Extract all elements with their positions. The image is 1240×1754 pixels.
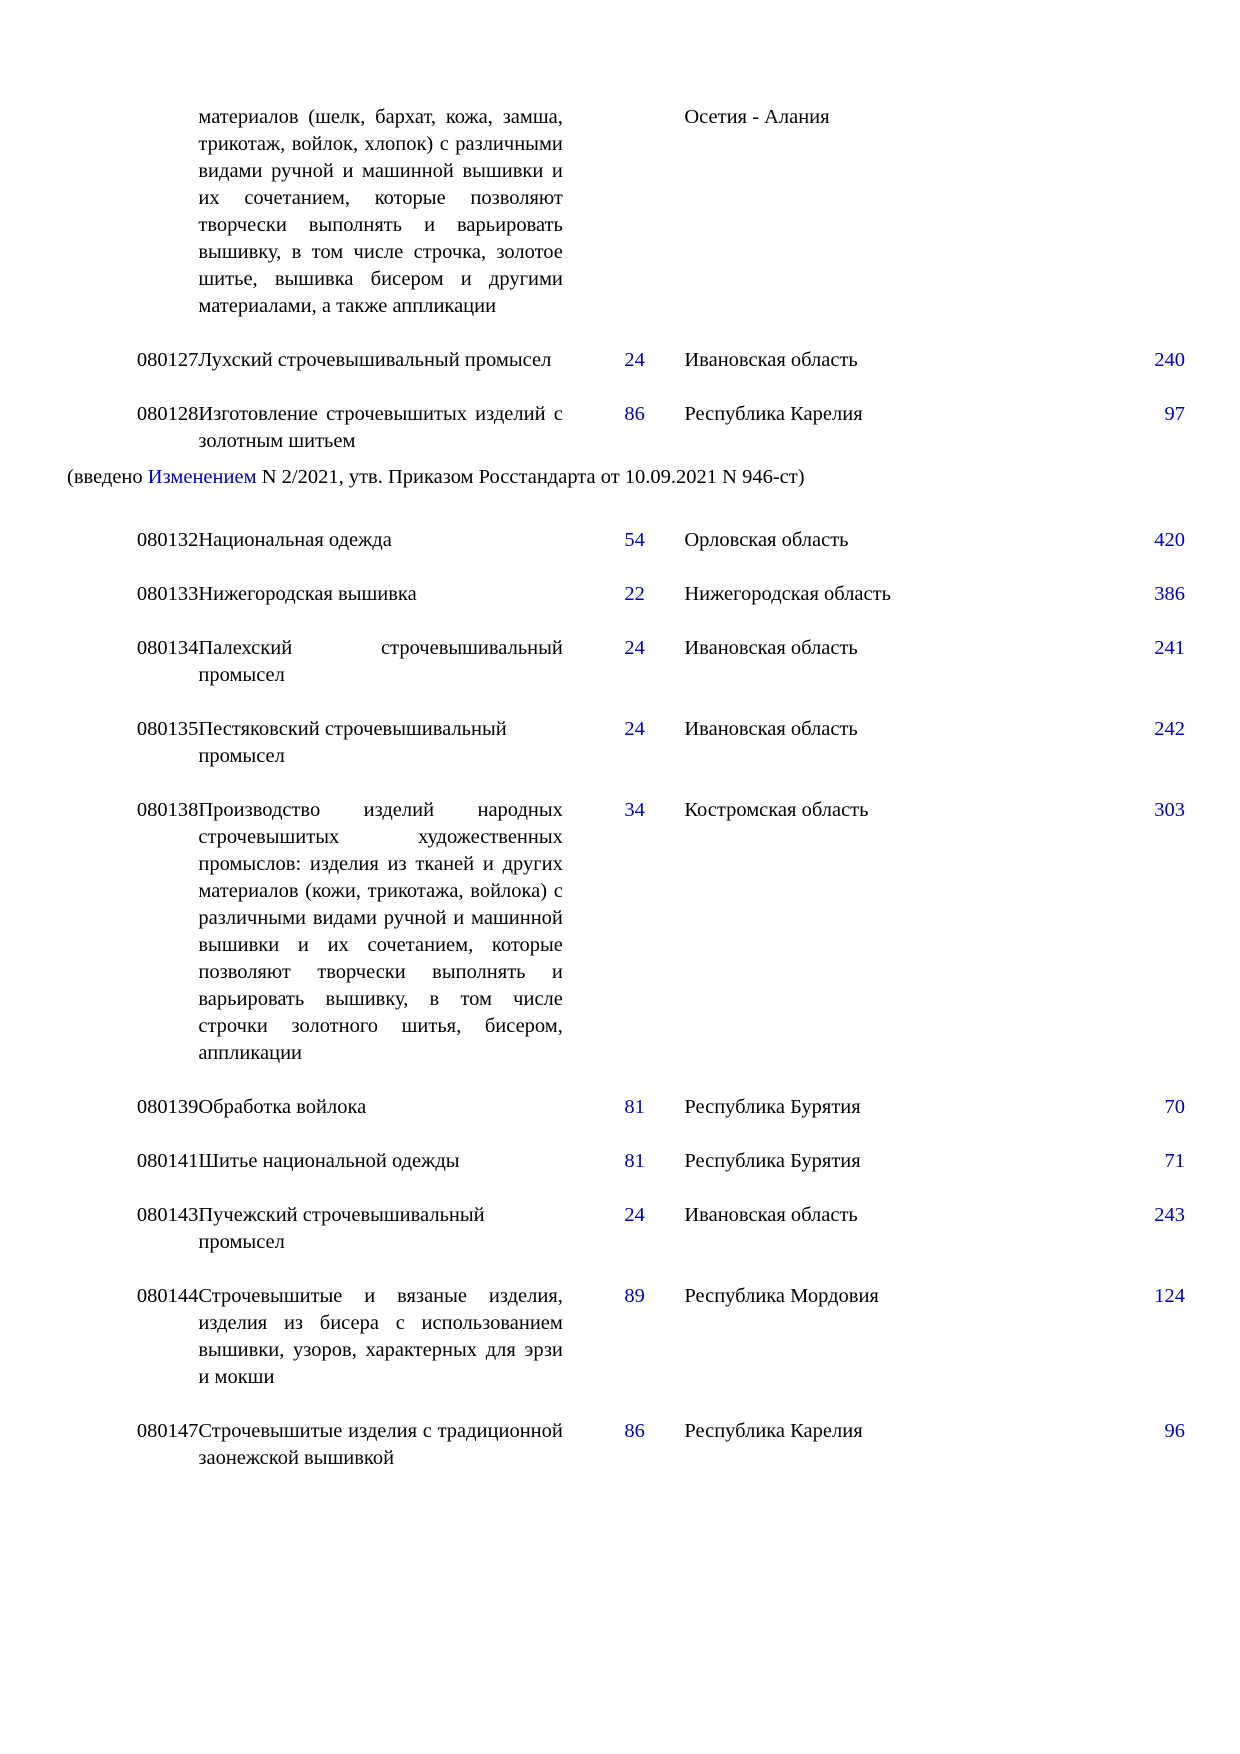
row-region-code: 24 (624, 718, 645, 740)
row-code: 080133 (136, 583, 199, 605)
table-row (55, 1094, 1185, 1121)
row-region: Нижегородская область (684, 583, 891, 605)
row-code: 080134 (136, 637, 199, 659)
row-region-code: 89 (624, 1285, 645, 1307)
row-gap (55, 320, 1185, 347)
spacer-cell (563, 1202, 585, 1256)
row-gap (55, 689, 1185, 716)
table-row (55, 797, 1185, 1067)
row-id: 243 (1154, 1204, 1185, 1226)
row-gap (55, 1391, 1185, 1418)
row-code: 080138 (136, 799, 199, 821)
row-id: 240 (1154, 349, 1185, 371)
row-code (55, 104, 198, 320)
row-code: 080144 (136, 1285, 199, 1307)
row-region: Орловская область (684, 529, 849, 551)
table-row (55, 716, 1185, 770)
row-gap (55, 1067, 1185, 1094)
row-name: Строчевышитые и вязаные изделия, изделия из бисера с использованием вышивки, узоров, характерных для эрзи и мокши (198, 1285, 563, 1388)
row-region-code: 34 (624, 799, 645, 821)
row-name: Строчевышитые изделия с традиционной заонежской вышивкой (198, 1420, 563, 1469)
row-name: Палехский строчевышивальный промысел (198, 637, 563, 686)
table-row (55, 347, 1185, 374)
table-row (55, 527, 1185, 554)
row-region: Республика Карелия (684, 403, 863, 425)
row-id: 71 (1164, 1150, 1185, 1172)
table-row (55, 635, 1185, 689)
row-gap (55, 1175, 1185, 1202)
row-name: Нижегородская вышивка (198, 583, 417, 605)
row-region: Осетия - Алания (684, 106, 830, 128)
row-gap (55, 770, 1185, 797)
row-code: 080132 (136, 529, 199, 551)
row-id: 420 (1154, 529, 1185, 551)
spacer-cell (563, 1418, 585, 1472)
table-row (55, 1202, 1185, 1256)
row-code: 080147 (136, 1420, 199, 1442)
row-name: Национальная одежда (198, 529, 392, 551)
row-gap (55, 1256, 1185, 1283)
classifier-table-continued (55, 500, 1185, 1472)
row-id (1049, 104, 1185, 320)
row-name: Производство изделий народных строчевышитых художественных промыслов: изделия из тканей и других материалов (кожи, трикотажа, войлока) с различными видами ручной и машинной вышивки и их сочетанием, которые позволяют творчески выполнять и варьировать вышивку, в том числе строчки золотного шитья, бисером, аппликации (198, 799, 563, 1064)
row-region-code: 81 (624, 1096, 645, 1118)
row-region: Республика Карелия (684, 1420, 863, 1442)
row-region: Ивановская область (684, 637, 858, 659)
table-row (55, 1283, 1185, 1391)
row-name: Шитье национальной одежды (198, 1150, 460, 1172)
row-region-code: 54 (624, 529, 645, 551)
row-region: Республика Мордовия (684, 1285, 879, 1307)
spacer-cell (563, 1094, 585, 1121)
classifier-table (55, 104, 1185, 455)
row-code: 080127 (136, 349, 199, 371)
row-name: Лухский строчевышивальный промысел (198, 349, 552, 371)
row-region: Ивановская область (684, 1204, 858, 1226)
row-id: 70 (1164, 1096, 1185, 1118)
row-region-code: 81 (624, 1150, 645, 1172)
amendment-note-prefix: (введено (67, 466, 148, 488)
row-name: Пучежский строчевышивальный промысел (198, 1204, 485, 1253)
row-region-code: 86 (624, 403, 645, 425)
row-code: 080139 (136, 1096, 199, 1118)
row-region: Республика Бурятия (684, 1150, 861, 1172)
spacer-cell (563, 104, 585, 320)
row-id: 242 (1154, 718, 1185, 740)
table-row (55, 1148, 1185, 1175)
row-gap (55, 608, 1185, 635)
row-region-code: 86 (624, 1420, 645, 1442)
row-region-code: 22 (624, 583, 645, 605)
row-gap (55, 374, 1185, 401)
row-id: 303 (1154, 799, 1185, 821)
row-gap (55, 554, 1185, 581)
row-region-code: 24 (624, 1204, 645, 1226)
row-region: Республика Бурятия (684, 1096, 861, 1118)
row-gap (55, 500, 1185, 527)
row-name: Изготовление строчевышитых изделий с золотным шитьем (198, 403, 563, 452)
row-region-code: 24 (624, 349, 645, 371)
spacer-cell (563, 797, 585, 1067)
row-id: 386 (1154, 583, 1185, 605)
row-id: 96 (1164, 1420, 1185, 1442)
table-row (55, 1418, 1185, 1472)
table-row (55, 401, 1185, 455)
amendment-note-suffix: N 2/2021, утв. Приказом Росстандарта от 10.09.2021 N 946-ст) (256, 466, 805, 488)
spacer-cell (563, 401, 585, 455)
row-id: 241 (1154, 637, 1185, 659)
amendment-link[interactable]: Изменением (147, 466, 257, 488)
row-gap (55, 1121, 1185, 1148)
row-region: Костромская область (684, 799, 869, 821)
spacer-cell (563, 1148, 585, 1175)
row-code: 080135 (136, 718, 199, 740)
row-region: Ивановская область (684, 349, 858, 371)
row-name: материалов (шелк, бархат, кожа, замша, трикотаж, войлок, хлопок) с различными видами ручной и машинной вышивки и их сочетанием, которые позволяют творчески выполнять и варьировать вышивку, в том числе строчка, золотое шитье, вышивка бисером и другими материалами, а также аппликации (198, 106, 563, 317)
row-id: 124 (1154, 1285, 1185, 1307)
table-row-continued (55, 104, 1185, 320)
amendment-note (55, 464, 1185, 491)
spacer-cell (563, 635, 585, 689)
row-code: 080141 (136, 1150, 199, 1172)
row-name: Пестяковский строчевышивальный промысел (198, 718, 507, 767)
row-region-code: 24 (624, 637, 645, 659)
row-id: 97 (1164, 403, 1185, 425)
row-code: 080128 (136, 403, 199, 425)
spacer-cell (563, 347, 585, 374)
row-region: Ивановская область (684, 718, 858, 740)
spacer-cell (563, 581, 585, 608)
row-code: 080143 (136, 1204, 199, 1226)
table-row (55, 581, 1185, 608)
spacer-cell (563, 716, 585, 770)
row-region-code (585, 104, 685, 320)
row-name: Обработка войлока (198, 1096, 367, 1118)
spacer-cell (563, 527, 585, 554)
spacer-cell (563, 1283, 585, 1391)
